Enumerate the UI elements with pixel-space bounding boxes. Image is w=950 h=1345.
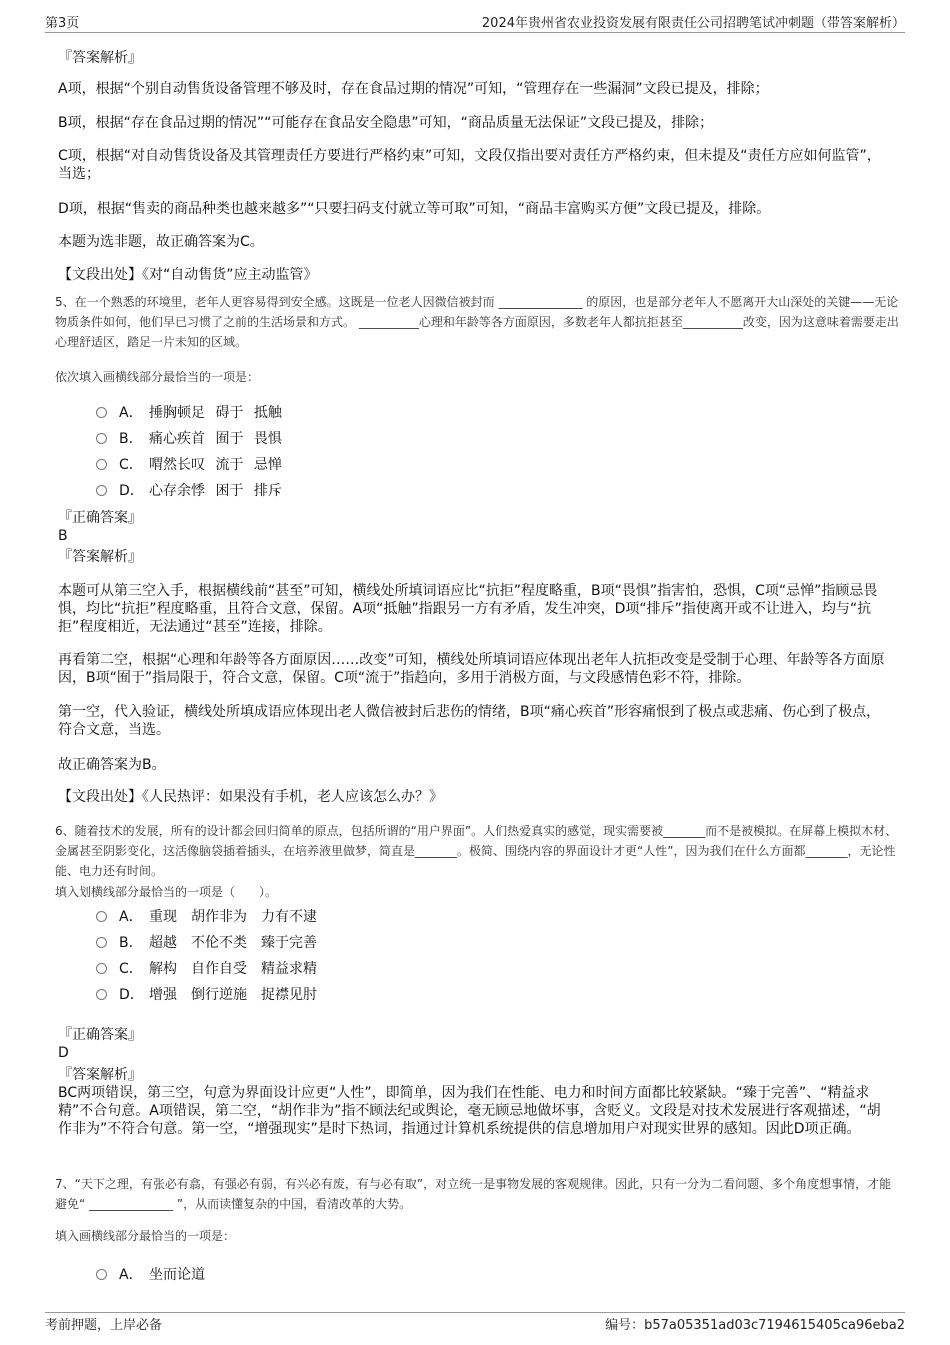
option-text: 超越 不伦不类 臻于完善: [149, 935, 317, 951]
question-text: 7、“天下之理，有张必有翕，有强必有弱，有兴必有废，有与必有取”，对立统一是事物发展的客观规律。因此，只有一分为二看问题、多个角度想事情，才能避免“ ______________ ”，从而读懂复杂的中国，看清改革的大势。: [55, 1177, 892, 1211]
answer-label: 『正确答案』: [58, 510, 142, 526]
analysis-paragraph: 本题可从第三空入手，根据横线前“甚至”可知，横线处所填词语应比“抗拒”程度略重，B项“畏惧”指害怕，恐惧，C项“忌惮”指顾忌畏惧，均比“抗拒”程度略重，且符合文意，保留。A项“抵触”指跟另一方有矛盾，发生冲突，D项“排斥”指使离开或不让进入，均与“抗拒”程度相近，无法通过“甚至”连接，排除。: [58, 583, 878, 635]
analysis-paragraph: A项，根据“个别自动售货设备管理不够及时，存在食品过期的情况”可知，“管理存在一些漏洞”文段已提及，排除；: [58, 81, 769, 97]
analysis-label: 『答案解析』: [58, 1067, 142, 1083]
option-text: 解构 自作自受 精益求精: [149, 961, 317, 977]
option-letter: A．: [119, 405, 143, 421]
page-number: 第3页: [45, 16, 80, 31]
option-text: 痛心疾首 囿于 畏惧: [149, 431, 282, 447]
option-c[interactable]: [96, 454, 282, 474]
question-prompt: 填入画横线部分最恰当的一项是：: [55, 1229, 236, 1243]
option-a[interactable]: [96, 402, 282, 422]
option-d[interactable]: [96, 984, 317, 1004]
option-text: 喟然长叹 流于 忌惮: [149, 457, 282, 473]
option-letter: C．: [119, 961, 143, 977]
option-letter: C．: [119, 457, 143, 473]
code-label: 编号：: [605, 1318, 645, 1333]
answer-value: B: [58, 528, 68, 544]
analysis-paragraph: D项，根据“售卖的商品种类也越来越多”“只要扫码支付就立等可取”可知，“商品丰富购买方便”文段已提及，排除。: [58, 201, 771, 217]
answer-label: 『正确答案』: [58, 1027, 142, 1043]
option-letter: B．: [119, 935, 143, 951]
radio-icon[interactable]: [96, 433, 107, 444]
document-code: [605, 1314, 905, 1333]
option-letter: B．: [119, 431, 143, 447]
radio-icon[interactable]: [96, 989, 107, 1000]
radio-icon[interactable]: [96, 911, 107, 922]
option-d[interactable]: [96, 480, 282, 500]
question-prompt: 依次填入画横线部分最恰当的一项是：: [55, 370, 260, 384]
analysis-paragraph: C项，根据“对自动售货设备及其管理责任方要进行严格约束”可知，文段仅指出要对责任方严格约束，但未提及“责任方应如何监管”，当选；: [58, 148, 881, 182]
document-title: 2024年贵州省农业投资发展有限责任公司招聘笔试冲刺题（带答案解析）: [481, 16, 905, 31]
footer-slogan: 考前押题，上岸必备: [45, 1318, 163, 1333]
option-a[interactable]: [96, 1264, 205, 1284]
option-text: 重现 胡作非为 力有不逮: [149, 909, 317, 925]
radio-icon[interactable]: [96, 407, 107, 418]
analysis-label: 『答案解析』: [58, 50, 142, 66]
option-letter: D．: [119, 483, 144, 499]
analysis-paragraph: B项，根据“存在食品过期的情况”“可能存在食品安全隐患”可知，“商品质量无法保证”文段已提及，排除；: [58, 115, 714, 131]
radio-icon[interactable]: [96, 963, 107, 974]
question-text: 6、随着技术的发展，所有的设计都会回归简单的原点，包括所谓的“用户界面”。人们热爱真实的感觉，现实需要被_______而不是被模拟。在屏幕上模拟木材、金属甚至阴影变化，这活像脑袋插着插头，在培养液里做梦，简直是_______。极简、围绕内容的界面设计才更“人性”，因为我们在什么方面都_______，无论性能、电力还有时间。: [55, 824, 898, 878]
question-prompt: 填入划横线部分最恰当的一项是（ ）。: [55, 885, 278, 899]
question-text: 5、在一个熟悉的环境里，老年人更容易得到安全感。这既是一位老人因微信被封而 ______________ 的原因，也是部分老年人不愿离开大山深处的关键——无论物质条件如何，他们早已习惯了之前的生活场景和方式。 __________心理和年龄等各方面原因，多数老年人都抗拒甚至__________改变，因为这意味着需要走出心理舒适区，踏足一片未知的区域。: [55, 295, 899, 349]
radio-icon[interactable]: [96, 459, 107, 470]
source-citation: 【文段出处】《人民热评：如果没有手机，老人应该怎么办？》: [58, 789, 443, 805]
radio-icon[interactable]: [96, 937, 107, 948]
option-letter: A．: [119, 909, 143, 925]
option-c[interactable]: [96, 958, 317, 978]
option-letter: A．: [119, 1267, 143, 1283]
option-text: 坐而论道: [149, 1267, 205, 1283]
option-b[interactable]: [96, 932, 317, 952]
option-text: 增强 倒行逆施 捉襟见肘: [149, 987, 317, 1003]
analysis-paragraph: BC两项错误，第三空，句意为界面设计应更“人性”，即简单，因为我们在性能、电力和时间方面都比较紧缺。“臻于完善”、“精益求精”不合句意。A项错误，第二空，“胡作非为”指不顾法纪或舆论，毫无顾忌地做坏事，含贬义。文段是对技术发展进行客观描述，“胡作非为”不符合句意。第一空，“增强现实”是时下热词，指通过计算机系统提供的信息增加用户对现实世界的感知。因此D项正确。: [58, 1085, 881, 1137]
option-b[interactable]: [96, 428, 282, 448]
source-citation: 【文段出处】《对“自动售货”应主动监管》: [58, 267, 318, 283]
analysis-paragraph: 本题为选非题，故正确答案为C。: [58, 234, 264, 250]
answer-value: D: [58, 1045, 69, 1061]
option-text: 心存余悸 困于 排斥: [149, 483, 282, 499]
radio-icon[interactable]: [96, 1269, 107, 1280]
radio-icon[interactable]: [96, 485, 107, 496]
option-a[interactable]: [96, 906, 317, 926]
header-divider: [45, 32, 905, 33]
analysis-paragraph: 故正确答案为B。: [58, 757, 166, 773]
footer-divider: [45, 1312, 905, 1313]
option-letter: D．: [119, 987, 144, 1003]
code-value: b57a05351ad03c7194615405ca96eba2: [644, 1318, 905, 1333]
analysis-paragraph: 再看第二空，根据“心理和年龄等各方面原因……改变”可知，横线处所填词语应体现出老年人抗拒改变是受制于心理、年龄等各方面原因，B项“囿于”指局限于，符合文意，保留。C项“流于”指趋向，多用于消极方面，与文段感情色彩不符，排除。: [58, 652, 885, 686]
analysis-paragraph: 第一空，代入验证，横线处所填成语应体现出老人微信被封后悲伤的情绪，B项“痛心疾首”形容痛恨到了极点或悲痛、伤心到了极点，符合文意，当选。: [58, 704, 881, 738]
analysis-label: 『答案解析』: [58, 549, 142, 565]
option-text: 捶胸顿足 碍于 抵触: [149, 405, 282, 421]
